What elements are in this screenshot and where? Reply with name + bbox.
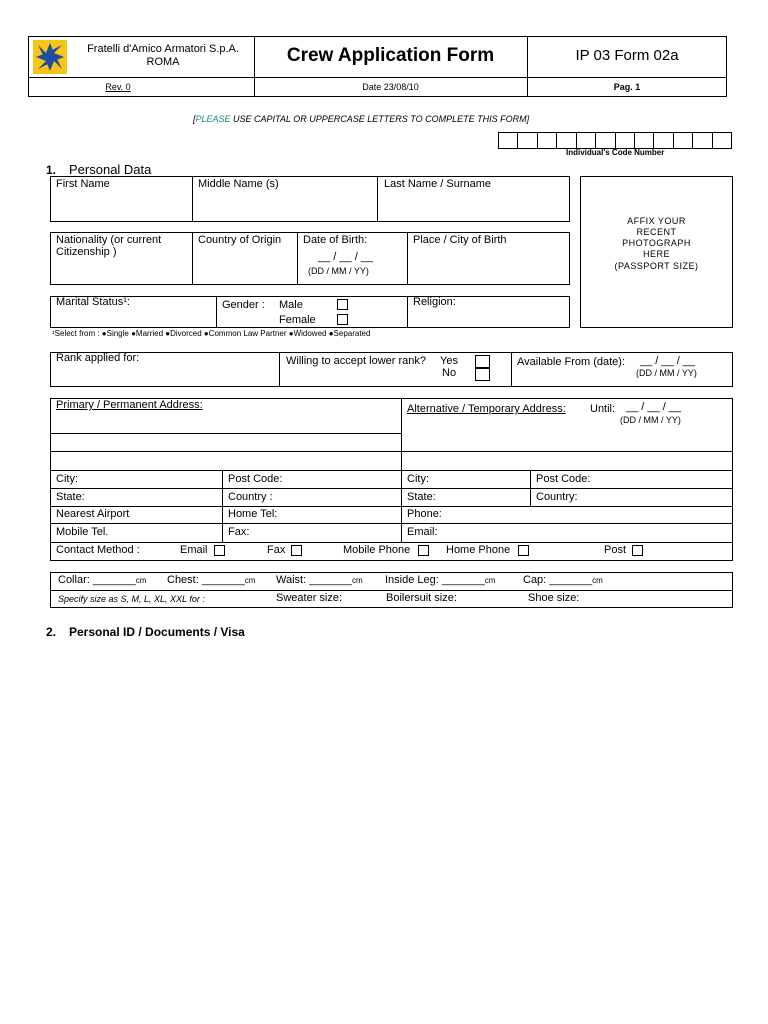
instruction-please: PLEASE	[195, 114, 231, 124]
contact-method-label: Contact Method :	[56, 544, 140, 556]
photo-text-1: AFFIX YOUR	[627, 216, 686, 226]
state-right-label: State:	[407, 491, 436, 503]
available-from-blanks[interactable]: __ / __ / __	[640, 355, 696, 367]
lower-rank-yes-label: Yes	[440, 355, 458, 367]
inside-leg-blank: _______	[441, 574, 485, 586]
post-code-left-label: Post Code:	[228, 473, 283, 485]
first-name-field[interactable]	[51, 192, 191, 221]
address-left-subdivider	[222, 470, 223, 542]
contact-fax-label: Fax	[267, 544, 286, 556]
nationality-divider-1	[192, 232, 193, 285]
form-date: Date 23/08/10	[362, 82, 419, 92]
contact-email-label: Email	[180, 544, 208, 556]
contact-post-label: Post	[604, 544, 627, 556]
rank-divider-1	[279, 352, 280, 387]
company-name: Fratelli d'Amico Armatori S.p.A.	[87, 43, 239, 55]
lower-rank-label: Willing to accept lower rank?	[286, 355, 427, 367]
collar-label: Collar:	[58, 574, 90, 586]
address-line-4	[50, 488, 733, 489]
contact-post-checkbox[interactable]	[632, 545, 643, 556]
marital-divider-2	[407, 296, 408, 328]
dob-label: Date of Birth:	[303, 234, 368, 246]
waist-unit: cm	[352, 576, 363, 585]
middle-name-label: Middle Name (s)	[198, 178, 279, 190]
instruction-bracket: [	[193, 114, 196, 124]
rank-applied-label: Rank applied for:	[56, 352, 140, 364]
last-name-field[interactable]	[378, 192, 569, 221]
waist-field[interactable]	[276, 574, 363, 587]
marital-divider-1	[216, 296, 217, 328]
nationality-label-1: Nationality (or current	[56, 234, 162, 246]
individual-code-boxes[interactable]	[498, 132, 732, 149]
individual-code-label: Individual's Code Number	[566, 148, 665, 157]
cap-blank: _______	[549, 574, 593, 586]
country-right-label: Country:	[536, 491, 578, 503]
section2-number: 2.	[46, 625, 57, 639]
collar-field[interactable]	[58, 574, 146, 587]
chest-blank: _______	[201, 574, 245, 586]
country-left-label: Country :	[228, 491, 273, 503]
boilersuit-size-label[interactable]: Boilersuit size:	[386, 592, 457, 604]
address-line-6	[50, 523, 733, 524]
form-title: Crew Application Form	[286, 45, 495, 66]
photo-text-3: PHOTOGRAPH	[622, 238, 691, 248]
primary-address-label: Primary / Permanent Address:	[56, 399, 203, 411]
instruction-text: USE CAPITAL OR UPPERCASE LETTERS TO COMPLETE THIS FORM]	[230, 114, 530, 124]
city-left-label: City:	[56, 473, 78, 485]
until-label: Until:	[590, 403, 616, 415]
cap-label: Cap:	[523, 574, 547, 586]
nearest-airport-label: Nearest Airport	[56, 508, 130, 520]
instruction-line	[193, 114, 529, 125]
contact-home-phone-label: Home Phone	[446, 544, 511, 556]
sizes-divider	[50, 590, 733, 591]
mobile-tel-label: Mobile Tel.	[56, 526, 109, 538]
collar-blank: _______	[92, 574, 136, 586]
post-code-right-label: Post Code:	[536, 473, 591, 485]
waist-blank: _______	[309, 574, 353, 586]
address-line-3	[50, 470, 733, 471]
header-divider	[28, 77, 727, 78]
female-checkbox[interactable]	[337, 314, 348, 325]
page-number: Pag. 1	[613, 82, 641, 92]
lower-rank-no-label: No	[442, 367, 457, 379]
shoe-size-label[interactable]: Shoe size:	[528, 592, 580, 604]
alternative-address-field[interactable]	[402, 434, 732, 469]
dob-blanks[interactable]: __ / __ / __	[318, 251, 374, 263]
section1-title: Personal Data	[69, 162, 152, 177]
until-format: (DD / MM / YY)	[620, 415, 681, 425]
city-right-label: City:	[407, 473, 429, 485]
available-from-format: (DD / MM / YY)	[636, 368, 697, 378]
address-right-subdivider	[530, 470, 531, 506]
company-logo	[33, 40, 67, 74]
chest-field[interactable]	[167, 574, 255, 587]
email-field-label: Email:	[407, 526, 438, 538]
nationality-divider-2	[297, 232, 298, 285]
female-label: Female	[279, 314, 316, 326]
male-label: Male	[279, 299, 303, 311]
contact-email-checkbox[interactable]	[214, 545, 225, 556]
form-code: IP 03 Form 02a	[575, 47, 679, 64]
place-birth-label: Place / City of Birth	[413, 234, 507, 246]
address-line-7	[50, 542, 733, 543]
fax-field-label: Fax:	[228, 526, 250, 538]
contact-home-phone-checkbox[interactable]	[518, 545, 529, 556]
phone-label: Phone:	[407, 508, 442, 520]
lower-rank-no-checkbox[interactable]	[475, 368, 490, 381]
collar-unit: cm	[135, 576, 147, 585]
alternative-address-label: Alternative / Temporary Address:	[407, 403, 566, 415]
photo-text-2: RECENT	[636, 227, 677, 237]
state-left-label: State:	[56, 491, 85, 503]
gender-label: Gender :	[222, 299, 265, 311]
lower-rank-yes-checkbox[interactable]	[475, 355, 490, 368]
until-blanks[interactable]: __ / __ / __	[626, 401, 682, 413]
nationality-label-2: Citizenship )	[56, 246, 117, 258]
section1-number: 1.	[46, 163, 57, 177]
contact-fax-checkbox[interactable]	[291, 545, 302, 556]
photo-text-5: (PASSPORT SIZE)	[614, 261, 699, 271]
cap-field[interactable]	[523, 574, 603, 587]
contact-mobile-label: Mobile Phone	[343, 544, 411, 556]
male-checkbox[interactable]	[337, 299, 348, 310]
inside-leg-unit: cm	[484, 576, 496, 585]
middle-name-field[interactable]	[193, 192, 376, 221]
first-name-label: First Name	[56, 178, 110, 190]
primary-address-field[interactable]	[51, 413, 400, 469]
religion-label: Religion:	[413, 296, 456, 308]
section2-title: Personal ID / Documents / Visa	[69, 625, 245, 639]
inside-leg-field[interactable]	[385, 574, 495, 587]
revision: Rev. 0	[105, 82, 131, 92]
address-line-5	[50, 506, 733, 507]
inside-leg-label: Inside Leg:	[385, 574, 439, 586]
country-origin-label: Country of Origin	[198, 234, 282, 246]
nationality-divider-3	[407, 232, 408, 285]
dob-format: (DD / MM / YY)	[308, 266, 369, 276]
home-tel-label: Home Tel:	[228, 508, 278, 520]
waist-label: Waist:	[276, 574, 307, 586]
specify-size-note: Specify size as S, M, L, XL, XXL for :	[58, 594, 205, 604]
sweater-size-label[interactable]: Sweater size:	[276, 592, 343, 604]
last-name-label: Last Name / Surname	[384, 178, 491, 190]
rank-divider-2	[511, 352, 512, 387]
chest-label: Chest:	[167, 574, 199, 586]
chest-unit: cm	[244, 576, 256, 585]
marital-status-label: Marital Status¹:	[56, 296, 130, 308]
cap-unit: cm	[592, 576, 603, 585]
rank-applied-field[interactable]	[51, 366, 278, 386]
marital-footnote: ¹Select from : ●Single ●Married ●Divorced ●Common Law Partner ●Widowed ●Separated	[52, 329, 371, 338]
available-from-label: Available From (date):	[517, 356, 626, 368]
company-city: ROMA	[146, 56, 180, 68]
photo-text-4: HERE	[642, 249, 670, 259]
contact-mobile-checkbox[interactable]	[418, 545, 429, 556]
